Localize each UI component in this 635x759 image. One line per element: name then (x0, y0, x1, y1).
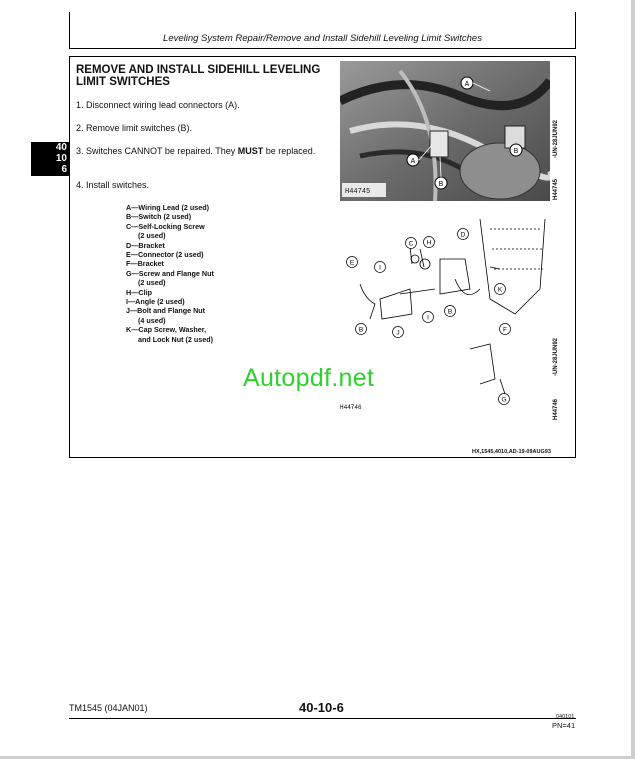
step-3-tail: be replaced. (263, 146, 316, 156)
legend-item: E—Connector (2 used) (126, 250, 204, 260)
legend-item: C—Self-Locking Screw (126, 221, 205, 231)
diagram-callout: I (379, 264, 381, 272)
legend-item: D—Bracket (126, 240, 165, 250)
diagram-callout: B (358, 326, 364, 334)
footer-pn: PN=41 (552, 721, 576, 730)
page-header-title: Leveling System Repair/Remove and Install Sidehill Leveling Limit Switches (69, 30, 576, 49)
parts-legend (126, 203, 214, 344)
switch-photo-image (340, 61, 550, 201)
legend-item: J—Bolt and Flange Nut (126, 306, 206, 316)
photo-callout: A (464, 81, 470, 88)
legend-item: and Lock Nut (2 used) (138, 334, 214, 344)
section-title: REMOVE AND INSTALL SIDEHILL LEVELING LIMIT SWITCHES (76, 64, 321, 88)
photo-callout: A (410, 158, 416, 165)
step-4: 4. Install switches. (76, 180, 150, 190)
legend-item: (2 used) (138, 231, 166, 241)
diagram-callout: E (349, 259, 355, 267)
photo-side-id: H44745 (553, 178, 559, 200)
legend-item: I—Angle (2 used) (126, 297, 185, 307)
switch-photo (340, 61, 550, 201)
photo-id: H44745 (345, 188, 371, 196)
diagram-callout: G (501, 396, 507, 404)
watermark: Autopdf.net (243, 364, 375, 392)
diagram-callout: J (396, 329, 400, 337)
diagram-callout: F (503, 326, 507, 334)
diagram-callout: C (408, 240, 414, 248)
diagram-side-id: H44746 (553, 398, 559, 420)
legend-item: (2 used) (138, 278, 166, 288)
legend-item: A—Wiring Lead (2 used) (126, 203, 209, 212)
reference-code: HX,1545,4010,AD-19-09AUG93 (472, 449, 551, 455)
photo-callout: B (438, 181, 444, 188)
diagram-id: H44746 (340, 404, 362, 411)
diagram-callout: I (427, 314, 429, 322)
step-3 (76, 146, 316, 157)
step-3-bold: MUST (237, 146, 264, 156)
section-tab (31, 142, 69, 176)
footer-date: 040101 (556, 714, 575, 720)
legend-item: H—Clip (126, 287, 152, 297)
footer-rule (69, 718, 576, 719)
photo-side-code: -UN-28JUN92 (553, 119, 559, 158)
diagram-callout: K (497, 286, 503, 294)
manual-id: TM1545 (04JAN01) (69, 703, 148, 713)
legend-item: K—Cap Screw, Washer, (126, 325, 207, 335)
legend-item: F—Bracket (126, 259, 164, 269)
diagram-side-code: -UN-28JUN92 (553, 337, 559, 376)
page-number: 40-10-6 (299, 700, 344, 715)
step-1: 1. Disconnect wiring lead connectors (A). (76, 100, 240, 110)
tab-line-2: 10 (55, 153, 67, 164)
tab-line-1: 40 (55, 142, 67, 153)
diagram-callout: H (426, 239, 432, 247)
step-3-text: 3. Switches CANNOT be repaired. They (76, 146, 238, 156)
step-2: 2. Remove limit switches (B). (76, 123, 193, 133)
diagram-callout: D (460, 231, 466, 239)
photo-callout: B (513, 148, 519, 155)
tab-line-3: 6 (61, 164, 67, 175)
legend-item: (4 used) (138, 315, 166, 325)
legend-item: G—Screw and Flange Nut (126, 268, 214, 278)
legend-item: B—Switch (2 used) (126, 212, 192, 222)
diagram-callout: B (447, 308, 453, 316)
